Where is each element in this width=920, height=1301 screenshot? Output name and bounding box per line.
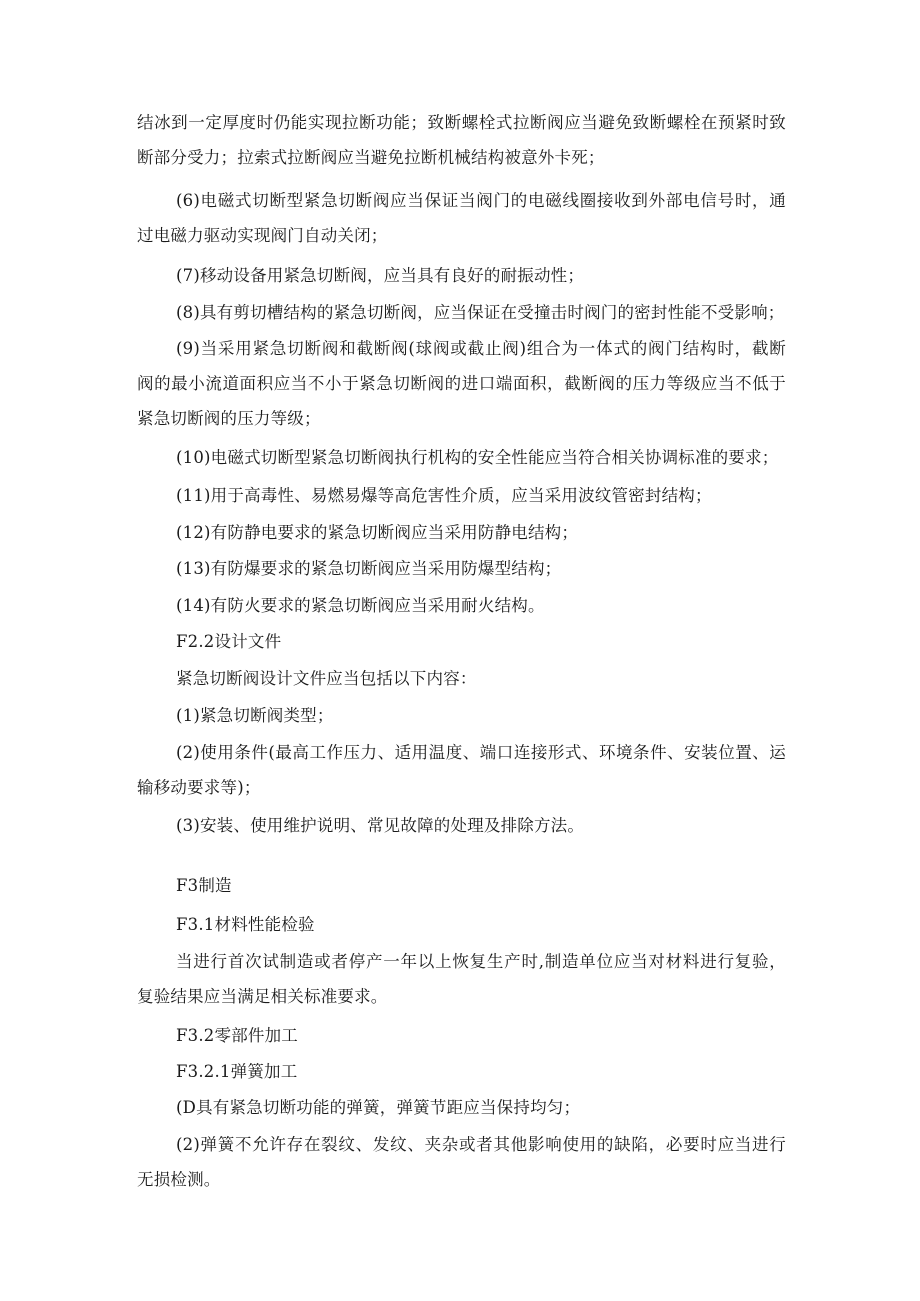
paragraph-line: 无损检测。 <box>137 1170 221 1189</box>
section-heading: F3.2零部件加工 <box>176 1026 298 1045</box>
paragraph-line: (9)当采用紧急切断阀和截断阀(球阀或截止阀)组合为一体式的阀门结构时，截断 <box>176 339 786 358</box>
paragraph-line: (6)电磁式切断型紧急切断阀应当保证当阀门的电磁线圈接收到外部电信号时，通 <box>176 191 786 210</box>
paragraph-line: (7)移动设备用紧急切断阀，应当具有良好的耐振动性； <box>176 266 585 285</box>
paragraph-line: 复验结果应当满足相关标准要求。 <box>137 987 388 1006</box>
paragraph-line: 紧急切断阀的压力等级； <box>137 409 321 428</box>
paragraph-line: (11)用于高毒性、易燃易爆等高危害性介质，应当采用波纹管密封结构； <box>176 486 712 505</box>
paragraph-line: 断部分受力；拉索式拉断阀应当避免拉断机械结构被意外卡死； <box>137 148 605 167</box>
paragraph-line: 过电磁力驱动实现阀门自动关闭； <box>137 226 388 245</box>
paragraph-line: (14)有防火要求的紧急切断阀应当采用耐火结构。 <box>176 596 545 615</box>
chapter-heading: F3制造 <box>176 876 232 895</box>
paragraph-line: (8)具有剪切槽结构的紧急切断阀，应当保证在受撞击时阀门的密封性能不受影响； <box>176 303 785 322</box>
section-heading: F3.1材料性能检验 <box>176 915 315 934</box>
paragraph-line: (10)电磁式切断型紧急切断阀执行机构的安全性能应当符合相关协调标准的要求； <box>176 448 779 467</box>
paragraph-line: 当进行首次试制造或者停产一年以上恢复生产时,制造单位应当对材料进行复验， <box>176 952 786 971</box>
paragraph-line: (3)安装、使用维护说明、常见故障的处理及排除方法。 <box>176 816 585 835</box>
paragraph-line: (13)有防爆要求的紧急切断阀应当采用防爆型结构； <box>176 559 562 578</box>
subsection-heading: F3.2.1弹簧加工 <box>176 1062 298 1081</box>
paragraph-line: (12)有防静电要求的紧急切断阀应当采用防静电结构； <box>176 523 579 542</box>
section-heading: F2.2设计文件 <box>176 632 282 651</box>
paragraph-line: (2)弹簧不允许存在裂纹、发纹、夹杂或者其他影响使用的缺陷，必要时应当进行 <box>176 1135 786 1154</box>
paragraph-line: (1)紧急切断阀类型； <box>176 706 334 725</box>
paragraph-line: 紧急切断阀设计文件应当包括以下内容： <box>176 669 477 688</box>
paragraph-line: 阀的最小流道面积应当不小于紧急切断阀的进口端面积，截断阀的压力等级应当不低于 <box>137 374 786 393</box>
paragraph-line: 输移动要求等)； <box>137 778 261 797</box>
paragraph-line: (2)使用条件(最高工作压力、适用温度、端口连接形式、环境条件、安装位置、运 <box>176 743 786 762</box>
paragraph-line: 结冰到一定厚度时仍能实现拉断功能；致断螺栓式拉断阀应当避免致断螺栓在预紧时致 <box>137 113 786 132</box>
paragraph-line: (D具有紧急切断功能的弹簧，弹簧节距应当保持均匀； <box>176 1098 581 1117</box>
